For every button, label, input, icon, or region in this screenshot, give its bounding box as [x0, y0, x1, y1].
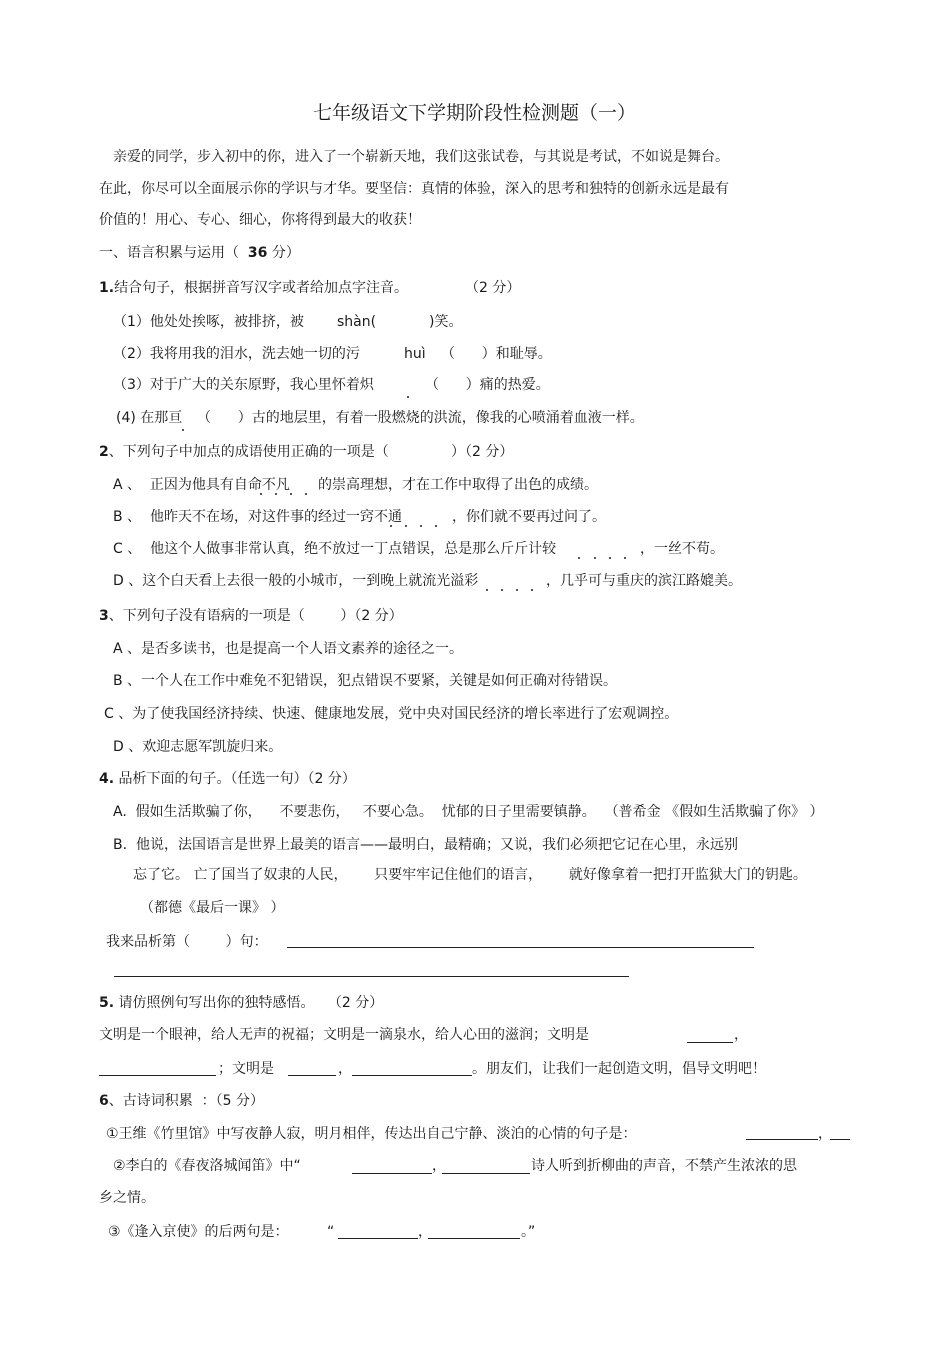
- q1-text: 结合句子，根据拼音写汉字或者给加点字注音。: [114, 280, 409, 296]
- q1-item-2-tail: （ ）和耻辱。: [441, 346, 552, 362]
- q6-part-3-close: 。”: [521, 1224, 536, 1240]
- emphasis-dot: [578, 557, 580, 559]
- q6-part-3: ③《逢入京使》的后两句是：: [108, 1224, 289, 1240]
- q6-part-1-blank-2[interactable]: [830, 1139, 850, 1140]
- q3-option-b: B 、一个人在工作中难免不犯错误，犯点错误不要紧，关键是如何正确对待错误。: [113, 673, 618, 689]
- intro-line-1: 亲爱的同学，步入初中的你，进入了一个崭新天地，我们这张试卷，与其说是考试，不如说是舞台。: [113, 149, 729, 165]
- q2-number: 2: [99, 444, 109, 460]
- q5-text: 请仿照例句写出你的独特感悟。 （2 分）: [118, 995, 384, 1011]
- q2-option-a-tail: 的崇高理想，才在工作中取得了出色的成绩。: [318, 477, 598, 493]
- q6-part-2: ②李白的《春夜洛城闻笛》中“: [113, 1158, 301, 1174]
- q3-option-a: A 、是否多读书，也是提高一个人语文素养的途径之一。: [113, 641, 464, 657]
- emphasis-dot: [609, 557, 611, 559]
- emphasis-dot: [624, 557, 626, 559]
- q1-item-1: （1）他处处挨啄，被排挤，被: [113, 314, 304, 330]
- q3-option-d: D 、欢迎志愿军凯旋归来。: [113, 739, 283, 755]
- q4-option-a: A. 假如生活欺骗了你， 不要悲伤， 不要心急。 忧郁的日子里需要镇静。 （普希金 《假如生活欺骗了你》 ）: [113, 804, 824, 820]
- page-title: 七年级语文下学期阶段性检测题（一）: [313, 102, 637, 124]
- q1-item-3: （3）对于广大的关东原野，我心里怀着炽: [113, 377, 374, 393]
- q4-answer-prompt: 我来品析第（ ）句：: [106, 934, 268, 950]
- q1-item-4-tail: （ ）古的地层里，有着一股燃烧的洪流，像我的心喷涌着血液一样。: [197, 410, 644, 426]
- emphasis-dot: [275, 493, 277, 495]
- q5-blank-4[interactable]: [352, 1075, 472, 1076]
- q6-text: 、古诗词积累 ：（5 分）: [108, 1093, 265, 1109]
- q5-example: 文明是一个眼神，给人无声的祝福；文明是一滴泉水，给人心田的滋润；文明是: [99, 1027, 589, 1043]
- emphasis-dot: [407, 396, 409, 398]
- q5-closing: 。朋友们，让我们一起创造文明，倡导文明吧！: [472, 1061, 766, 1077]
- q5-blank-1[interactable]: [687, 1042, 733, 1043]
- q1-item-2-pinyin: huì: [404, 346, 426, 362]
- emphasis-dot: [594, 557, 596, 559]
- q6-part-3-open-quote: “: [327, 1224, 335, 1240]
- section1-heading: [99, 244, 300, 262]
- q2-option-c-tail: ，一丝不苟。: [640, 541, 724, 557]
- section1-unit: 分）: [271, 245, 300, 261]
- q1-stem: [99, 279, 408, 297]
- section1-score: 36: [247, 245, 268, 261]
- q3-number: 3: [99, 608, 109, 624]
- emphasis-dot: [405, 525, 407, 527]
- emphasis-dot: [531, 589, 533, 591]
- emphasis-dot: [290, 493, 292, 495]
- q3-stem: [99, 607, 403, 625]
- q1-item-3-tail: （ ）痛的热爱。: [425, 377, 550, 393]
- emphasis-dot: [486, 589, 488, 591]
- emphasis-dot: [516, 589, 518, 591]
- q6-part-1-sep: ，: [818, 1126, 832, 1142]
- q6-part-2-sep: ，: [432, 1158, 446, 1174]
- q4-option-b-source: （都德《最后一课》 ）: [140, 900, 285, 916]
- q6-part-2-continued: 乡之情。: [99, 1190, 155, 1206]
- emphasis-dot: [435, 525, 437, 527]
- emphasis-dot: [420, 525, 422, 527]
- q3-option-c: C 、为了使我国经济持续、快速、健康地发展，党中央对国民经济的增长率进行了宏观调控。: [104, 706, 679, 722]
- emphasis-dot: [182, 429, 184, 431]
- intro-line-3: 价值的！用心、专心、细心，你将得到最大的收获！: [99, 212, 421, 228]
- q4-answer-blank-1[interactable]: [287, 947, 754, 948]
- q4-option-b-line-1: B. 他说，法国语言是世界上最美的语言——最明白，最精确；又说，我们必须把它记在心里，永远别: [113, 837, 738, 853]
- q2-score: ）（2 分）: [451, 444, 514, 460]
- q6-part-3-sep: ，: [418, 1224, 432, 1240]
- q2-option-b: B 、 他昨天不在场，对这件事的经过一窍不通: [113, 509, 402, 525]
- intro-line-2: 在此，你尽可以全面展示你的学识与才华。要坚信：真情的体验，深入的思考和独特的创新永远是最有: [99, 181, 729, 197]
- q2-text: 、下列句子中加点的成语使用正确的一项是（: [108, 444, 389, 460]
- q6-part-3-blank-1[interactable]: [338, 1238, 418, 1239]
- q6-part-3-blank-2[interactable]: [428, 1238, 520, 1239]
- q2-option-d-tail: ，几乎可与重庆的滨江路媲美。: [546, 573, 742, 589]
- q1-item-2: （2）我将用我的泪水，洗去她一切的污: [113, 346, 360, 362]
- section1-label: 一、语言积累与运用（: [99, 245, 239, 261]
- q5-blank-2[interactable]: [99, 1075, 216, 1076]
- q6-part-2-blank-1[interactable]: [352, 1173, 432, 1174]
- q6-part-1-blank-1[interactable]: [746, 1139, 818, 1140]
- emphasis-dot: [501, 589, 503, 591]
- q5-stem: [99, 994, 383, 1012]
- q1-item-1-tail: )笑。: [429, 314, 463, 330]
- q3-text: 、下列句子没有语病的一项是（ ）（2 分）: [108, 608, 403, 624]
- q2-option-c: C 、 他这个人做事非常认真，绝不放过一丁点错误，总是那么斤斤计较: [113, 541, 557, 557]
- emphasis-dot: [305, 493, 307, 495]
- q6-part-2-blank-2[interactable]: [442, 1173, 530, 1174]
- q5-blank-3[interactable]: [288, 1075, 336, 1076]
- emphasis-dot: [390, 525, 392, 527]
- q4-stem: [99, 770, 356, 788]
- q2-stem: [99, 443, 389, 461]
- q4-option-b-line-2: 忘了它。 亡了国当了奴隶的人民， 只要牢牢记住他们的语言， 就好像拿着一把打开监狱大门的钥匙。: [133, 867, 807, 883]
- q4-answer-blank-2[interactable]: [114, 976, 629, 977]
- q1-item-4: (4) 在那亘: [116, 410, 183, 426]
- emphasis-dot: [260, 493, 262, 495]
- q1-score: （2 分）: [465, 280, 521, 296]
- q2-option-b-tail: ，你们就不要再过问了。: [452, 509, 606, 525]
- q6-part-1: ①王维《竹里馆》中写夜静人寂，明月相伴，传达出自己宁静、淡泊的心情的句子是：: [106, 1126, 637, 1142]
- q6-number: 6: [99, 1093, 109, 1109]
- q5-comma-1: ，: [734, 1027, 748, 1043]
- q2-option-a: A 、 正因为他具有自命不凡: [113, 477, 290, 493]
- q1-number: 1.: [99, 280, 115, 296]
- q1-item-1-pinyin: shàn(: [337, 314, 377, 330]
- q4-text: 品析下面的句子。（任选一句）（2 分）: [118, 771, 356, 787]
- q5-mid-text: ；文明是: [218, 1061, 274, 1077]
- q6-part-2-tail: 诗人听到折柳曲的声音，不禁产生浓浓的思: [531, 1158, 797, 1174]
- q2-option-d: D 、这个白天看上去很一般的小城市，一到晚上就流光溢彩: [113, 573, 479, 589]
- q5-comma-2: ，: [338, 1061, 352, 1077]
- q6-stem: [99, 1092, 264, 1110]
- q5-number: 5.: [99, 995, 115, 1011]
- q4-number: 4.: [99, 771, 115, 787]
